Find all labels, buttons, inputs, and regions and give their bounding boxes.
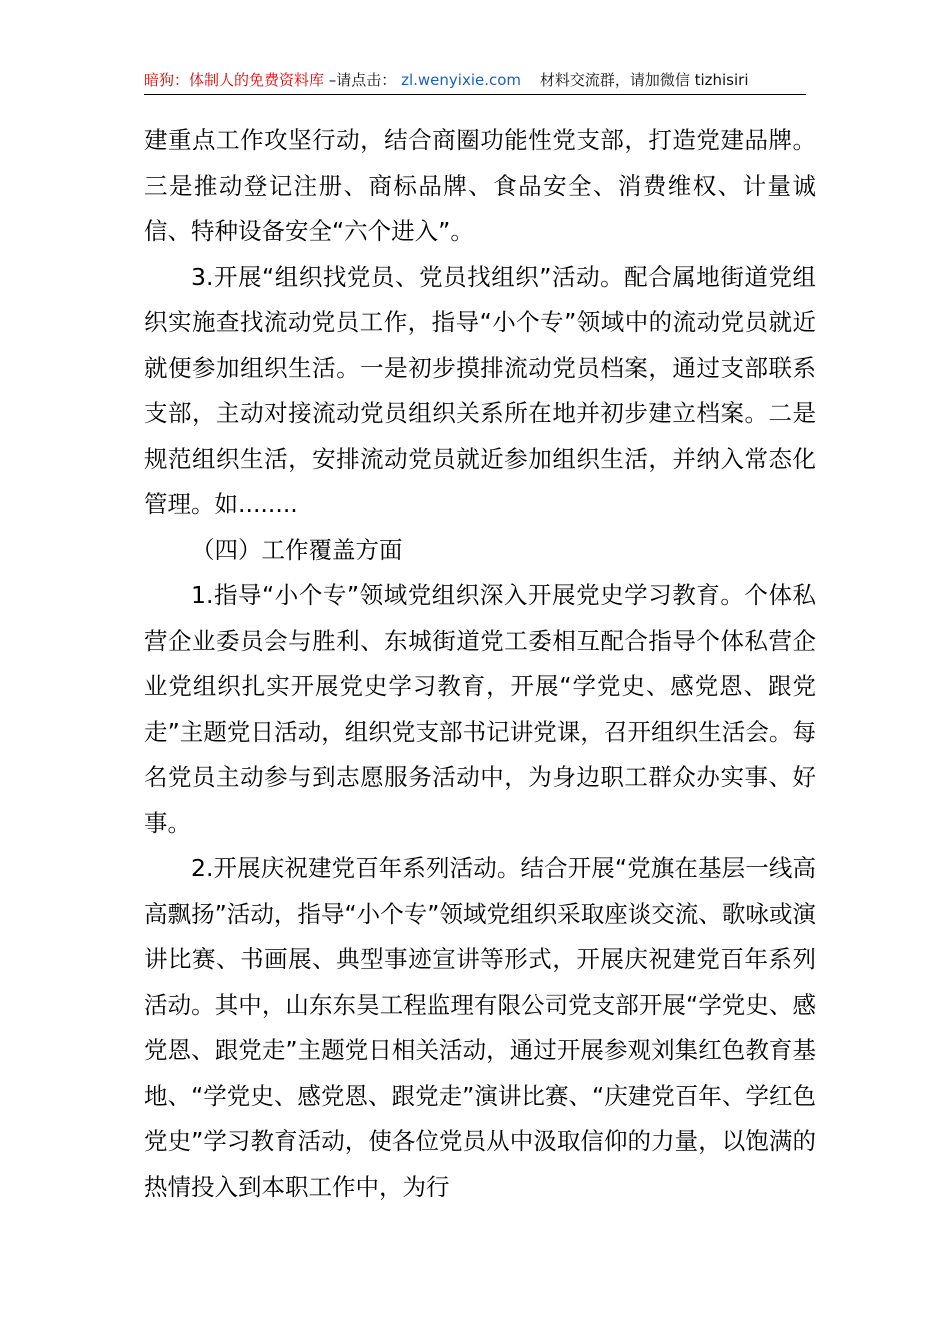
header-note: 材料交流群，请加微信 tizhisiri <box>539 71 749 89</box>
section-heading: （四）工作覆盖方面 <box>191 535 403 564</box>
header-prompt: –请点击： <box>328 71 397 89</box>
header-url-link[interactable]: zl.wenyixie.com <box>401 71 522 89</box>
document-body <box>144 118 816 1210</box>
paragraph-item-1: 1.指导“小个专”领域党组织深入开展党史学习教育。个体私营企业委员会与胜利、东城街道党工委相互配合指导个体私营企业党组织扎实开展党史学习教育，开展“学党史、感党恩、跟党走”主题党日活动，组织党支部书记讲党课，召开组织生活会。每名党员主动参与到志愿服务活动中，为身边职工群众办实事、好事。 <box>144 581 816 837</box>
header-brand: 暗狗：体制人的免费资料库 <box>144 71 325 89</box>
paragraph-item-3: 3.开展“组织找党员、党员找组织”活动。配合属地街道党组织实施查找流动党员工作，指导“小个专”领域中的流动党员就近就便参加组织生活。一是初步摸排流动党员档案，通过支部联系支部，主动对接流动党员组织关系所在地并初步建立档案。二是规范组织生活，安排流动党员就近参加组织生活，并纳入常态化管理。如........ <box>144 262 816 518</box>
paragraph-item-2: 2.开展庆祝建党百年系列活动。结合开展“党旗在基层一线高高飘扬”活动，指导“小个专”领域党组织采取座谈交流、歌咏或演讲比赛、书画展、典型事迹宣讲等形式，开展庆祝建党百年系列活动。其中，山东东昊工程监理有限公司党支部开展“学党史、感党恩、跟党走”主题党日相关活动，通过开展参观刘集红色教育基地、“学党史、感党恩、跟党走”演讲比赛、“庆建党百年、学红色党史”学习教育活动，使各位党员从中汲取信仰的力量，以饱满的热情投入到本职工作中，为行 <box>144 854 816 1201</box>
paragraph-continuation: 建重点工作攻坚行动，结合商圈功能性党支部，打造党建品牌。三是推动登记注册、商标品牌、食品安全、消费维权、计量诚信、特种设备安全“六个进入”。 <box>144 126 816 245</box>
page-header <box>144 68 806 95</box>
